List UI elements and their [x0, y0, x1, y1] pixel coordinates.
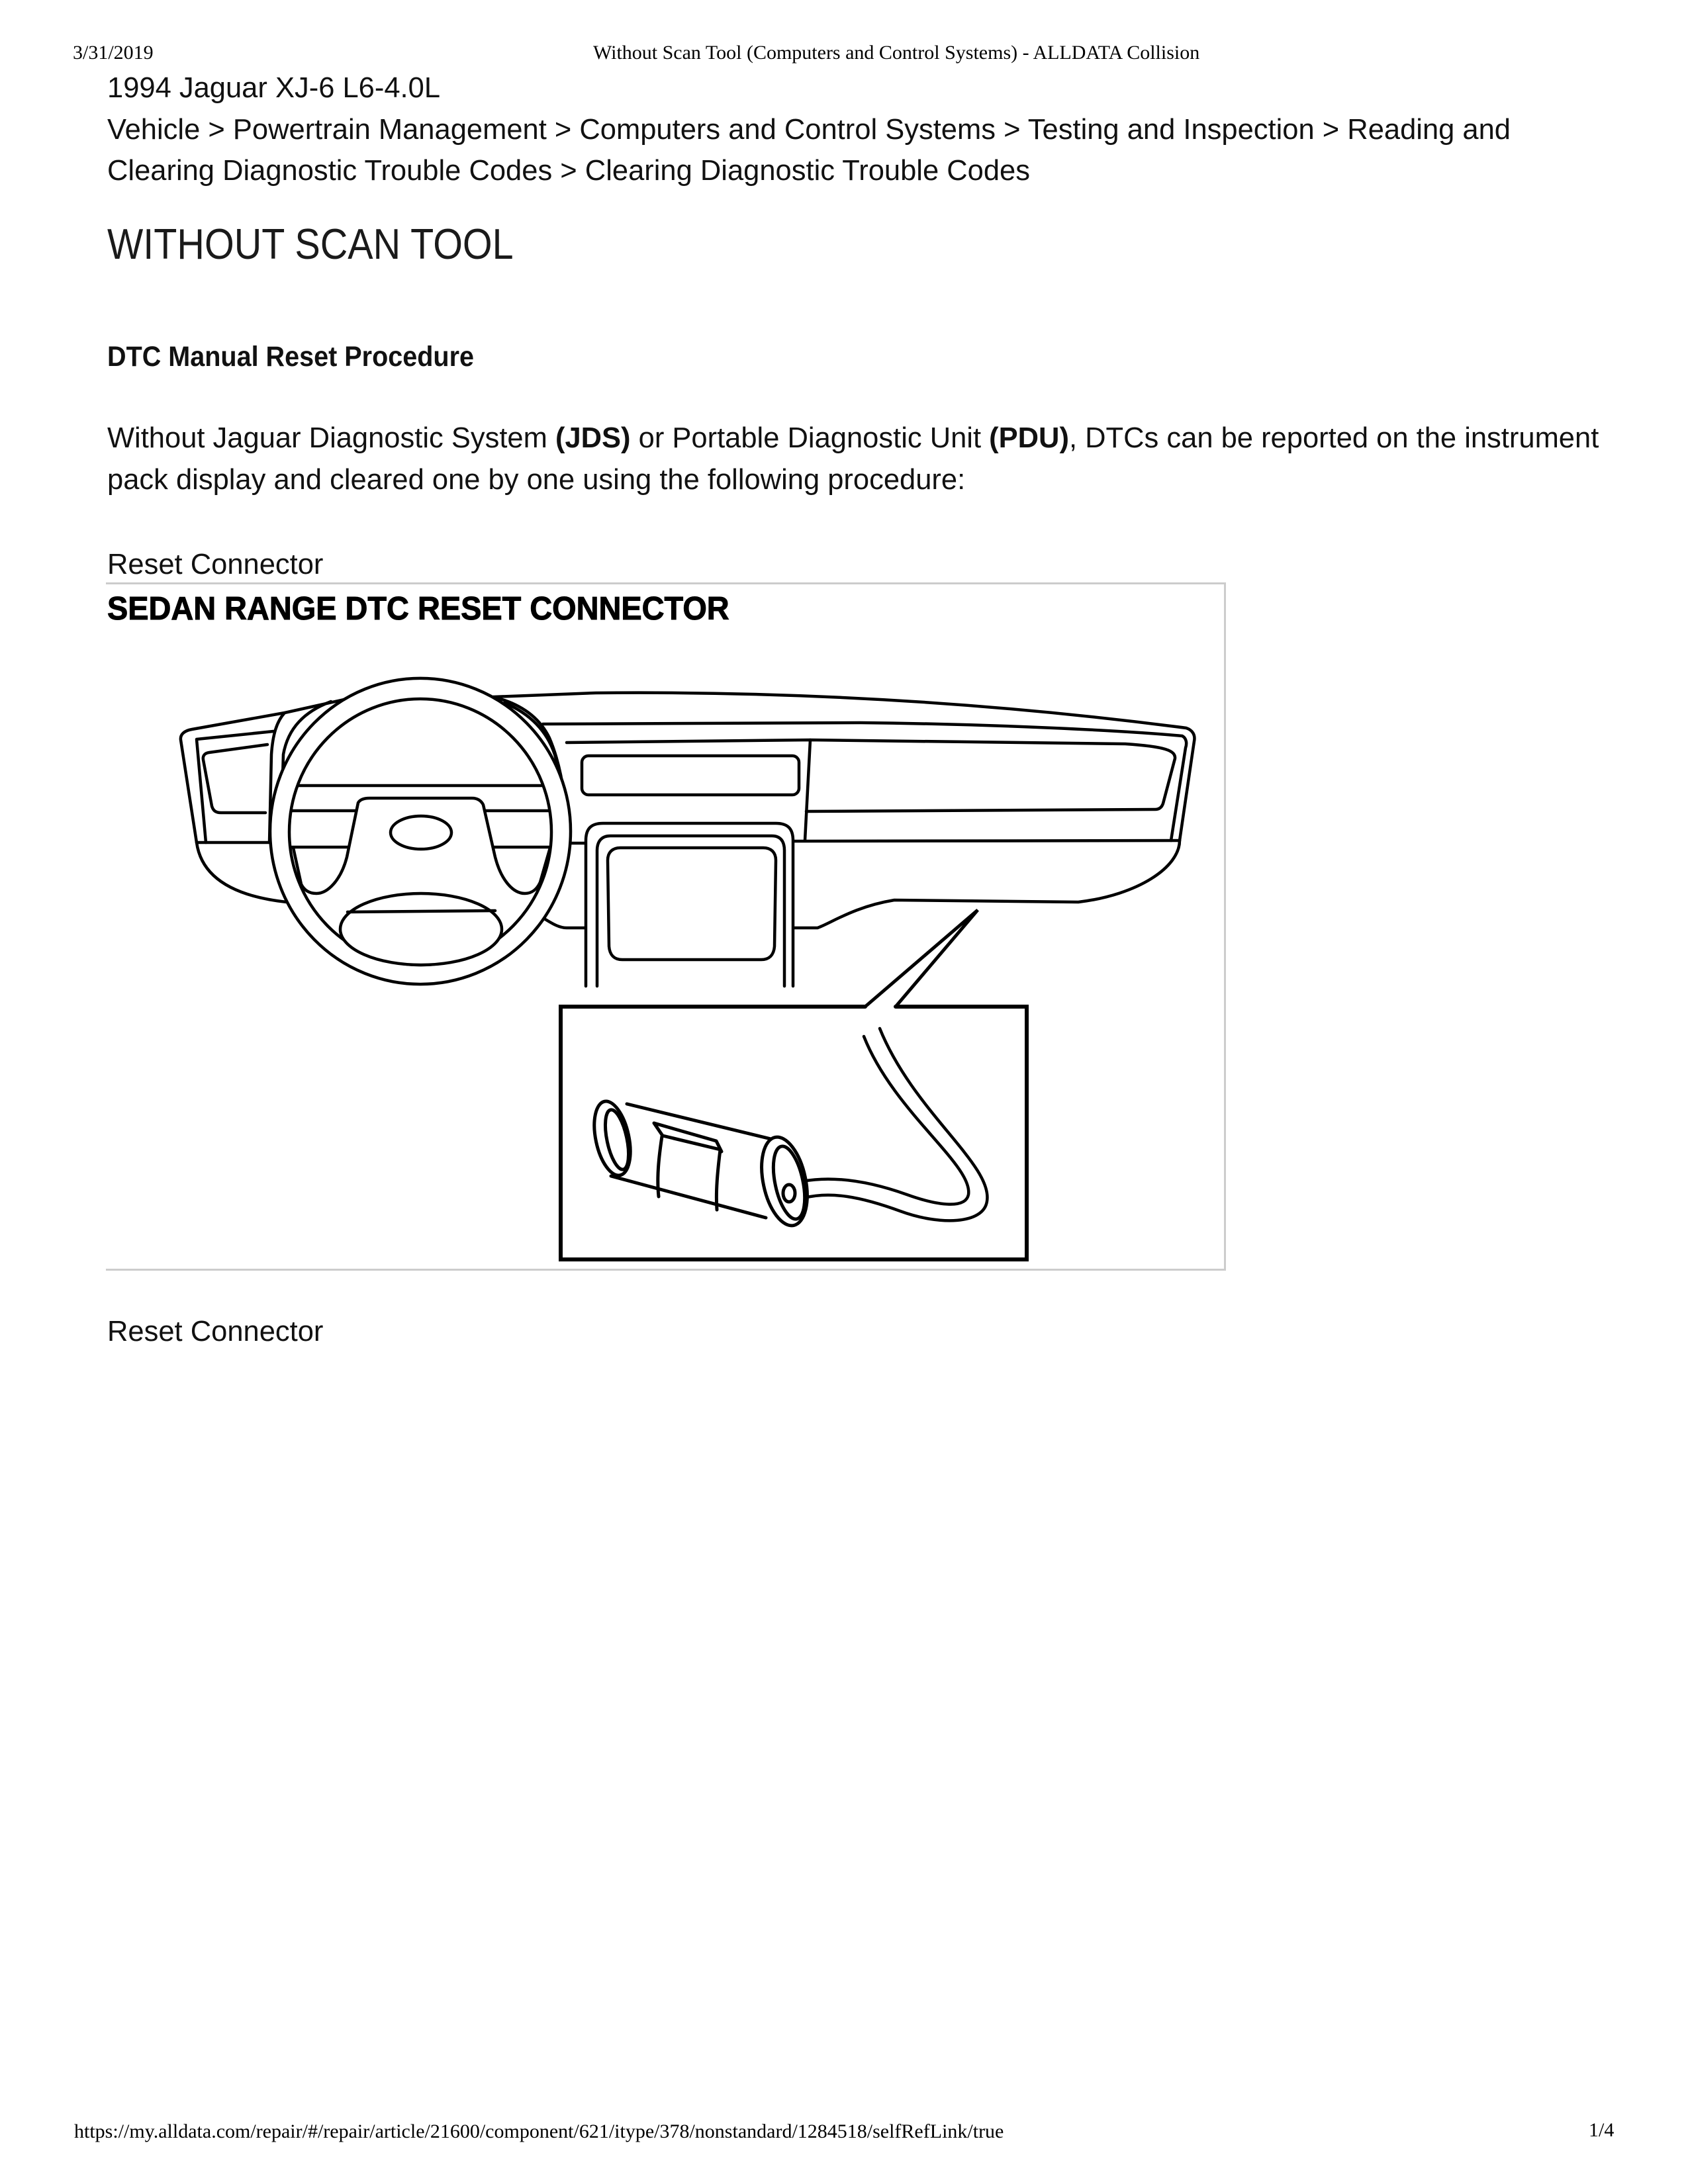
glovebox-edge: [805, 740, 810, 841]
connector-cable-inner: [786, 1036, 968, 1205]
steering-wheel-horn-emblem: [391, 816, 451, 849]
print-footer-url[interactable]: https://my.alldata.com/repair/#/repair/article/21600/component/621/itype/378/nonstandard/1284518/selfRefLink/true: [74, 2120, 1004, 2142]
breadcrumb-item-computers-and-control-systems[interactable]: Computers and Control Systems: [579, 113, 996, 146]
intro-text: , DTCs can be reported on the instrument pack display and cleared one by one using the following procedure:: [107, 422, 1599, 496]
breadcrumb-item-powertrain-management[interactable]: Powertrain Management: [232, 113, 547, 146]
breadcrumb-item-clearing-dtcs[interactable]: Clearing Diagnostic Trouble Codes: [585, 155, 1030, 187]
breadcrumb-separator: >: [560, 155, 577, 187]
intro-text: Without Jaguar Diagnostic System: [107, 422, 555, 454]
breadcrumb-item-testing-and-inspection[interactable]: Testing and Inspection: [1027, 113, 1315, 146]
section-heading: DTC Manual Reset Procedure: [107, 341, 474, 373]
breadcrumb-item-reading-and-clearing-dtcs[interactable]: Reading and Clearing Diagnostic Trouble Codes: [107, 113, 1511, 187]
print-date: 3/31/2019: [73, 42, 154, 64]
intro-text: or Portable Diagnostic Unit: [630, 422, 990, 454]
breadcrumb-separator: >: [1004, 113, 1021, 146]
glovebox-outline: [567, 740, 1175, 811]
print-page-number: 1/4: [1589, 2119, 1615, 2141]
steering-wheel-lower-spoke: [340, 893, 502, 965]
breadcrumb: [107, 109, 1564, 192]
dashboard-top-outline: [493, 693, 1194, 841]
intro-term-pdu: (PDU): [989, 422, 1069, 454]
print-header-title: Without Scan Tool (Computers and Control Systems) - ALLDATA Collision: [593, 42, 1200, 64]
center-air-vent: [582, 756, 799, 795]
reset-connector-illustration: [106, 584, 1224, 1268]
connector-cable-end: [783, 1185, 795, 1202]
connector-cable-outer: [786, 1028, 987, 1220]
figure-label: Reset Connector: [107, 549, 324, 580]
figure-title: SEDAN RANGE DTC RESET CONNECTOR: [107, 591, 729, 627]
dashboard-lower-right-outline: [793, 841, 1180, 928]
inset-callout-pointer: [865, 910, 978, 1007]
page-title: WITHOUT SCAN TOOL: [107, 220, 514, 268]
breadcrumb-separator: >: [554, 113, 572, 146]
breadcrumb-separator: >: [1322, 113, 1340, 146]
intro-term-jds: (JDS): [555, 422, 631, 454]
dashboard-lower-middle-outline: [544, 919, 586, 928]
figure-caption: Reset Connector: [107, 1316, 324, 1347]
breadcrumb-separator: >: [208, 113, 225, 146]
vehicle-title: 1994 Jaguar XJ-6 L6-4.0L: [107, 72, 441, 104]
intro-paragraph: [107, 418, 1630, 501]
steering-wheel-lower-spoke-line: [348, 911, 495, 912]
breadcrumb-item-vehicle[interactable]: Vehicle: [107, 113, 201, 146]
left-air-vent: [203, 745, 267, 813]
